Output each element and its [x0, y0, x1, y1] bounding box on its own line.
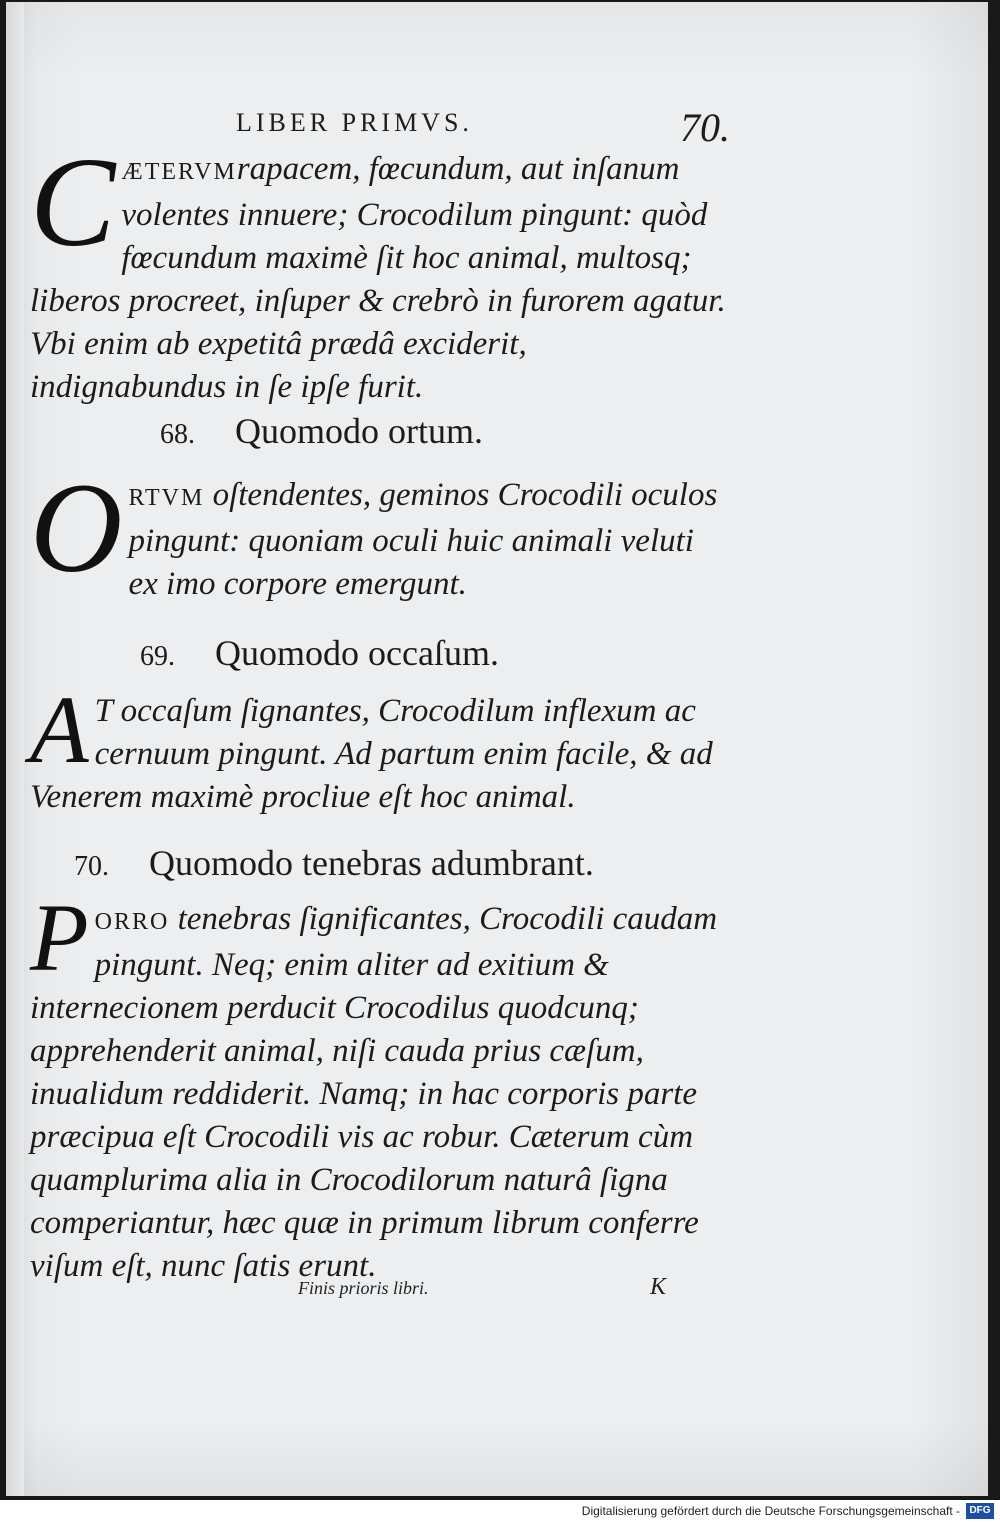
section-heading-69	[140, 632, 499, 674]
digitization-credit: Digitalisierung gefördert durch die Deutsche Forschungsgemeinschaft -	[581, 1504, 960, 1518]
dropcap-p: P	[30, 884, 89, 991]
page-gutter	[6, 2, 24, 1496]
small-caps-ortum: RTVM	[128, 485, 205, 511]
section-number: 69.	[140, 641, 175, 672]
paragraph-ortum	[30, 457, 730, 606]
colophon-note: Finis prioris libri.	[298, 1278, 429, 1298]
small-caps-opening: ÆTERVM	[121, 159, 237, 185]
running-head: LIBER PRIMVS.	[236, 108, 473, 137]
section-number: 70.	[74, 851, 109, 882]
paragraph-opening	[30, 131, 730, 409]
paragraph-text: oſtendentes, geminos Crocodili oculos pingunt: quoniam oculi huic animali veluti ex imo corpore emergunt.	[128, 477, 718, 602]
dropcap-a: A	[30, 676, 89, 783]
paragraph-occasum	[30, 676, 730, 819]
paragraph-tenebras	[30, 884, 730, 1288]
dropcap-c: C	[30, 131, 116, 273]
paragraph-text: tenebras ſignificantes, Crocodili caudam pingunt. Neq; enim aliter ad exitium & internecionem perducit Crocodilus quodcunq; apprehenderit animal, niſi cauda prius cæſum, inualidum reddiderit. Namq; in hac corporis parte præcipua eſt Crocodili vis ac robur. Cæterum cùm quamplurima alia in Crocodilorum naturâ ſigna comperiantur, hæc quæ in primum librum conferre viſum eſt, nunc ſatis erunt.	[30, 901, 718, 1284]
page-number: 70.	[680, 105, 730, 150]
signature-mark: K	[650, 1274, 667, 1300]
small-caps-porro: ORRO	[94, 909, 170, 935]
section-heading-70	[74, 842, 594, 884]
dfg-logo-icon: DFG	[966, 1503, 994, 1519]
dropcap-o: O	[30, 457, 123, 599]
section-number: 68.	[160, 419, 195, 450]
section-title: Quomodo ortum.	[235, 411, 483, 451]
paragraph-text: T occaſum ſignantes, Crocodilum inflexum ac cernuum pingunt. Ad partum enim facile, & ad Venerem maximè procliue eſt hoc animal.	[30, 693, 713, 815]
section-heading-68	[160, 410, 483, 452]
section-title: Quomodo tenebras adumbrant.	[149, 843, 594, 883]
section-title: Quomodo occaſum.	[215, 633, 499, 673]
paragraph-text: rapacem, fœcundum, aut inſanum volentes innuere; Crocodilum pingunt: quòd fœcundum maximè ſit hoc animal, multosq; liberos procreet, inſuper & crebrò in furorem agatur. Vbi enim ab expetitâ prædâ exciderit, indignabundus in ſe ipſe furit.	[30, 151, 726, 405]
